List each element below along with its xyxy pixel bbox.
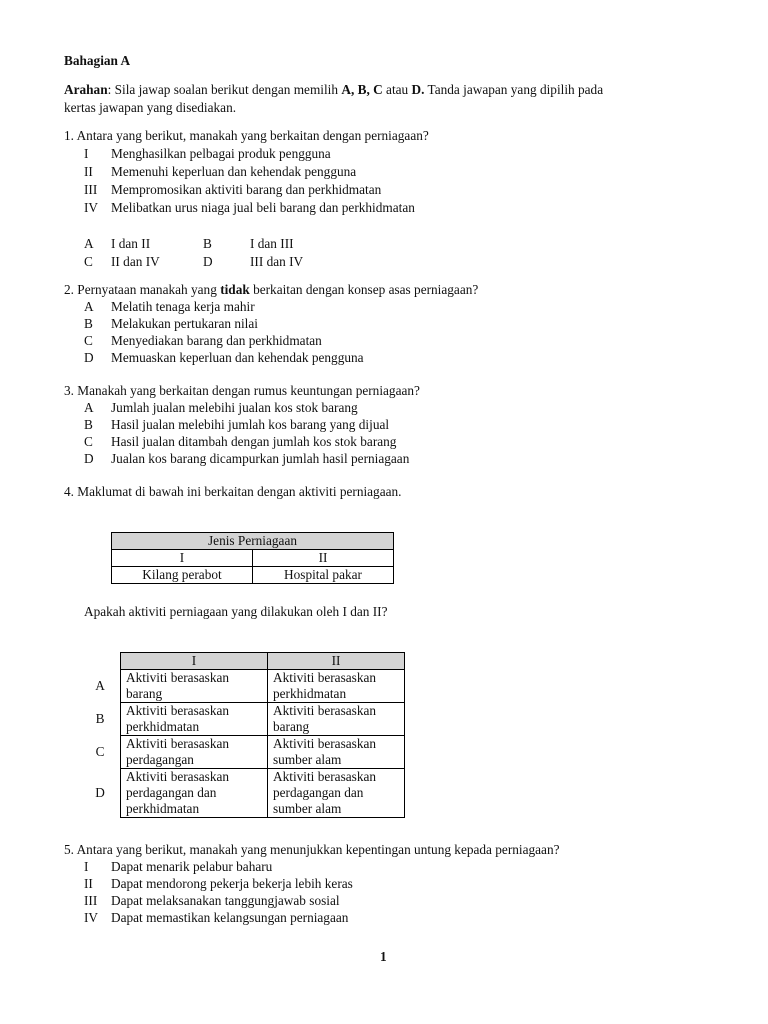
q3-option-letter: B xyxy=(84,417,93,432)
option-letter: D xyxy=(95,785,105,800)
instructions-label: Arahan xyxy=(64,82,108,97)
table-cell: Aktiviti berasaskan perdagangan xyxy=(121,736,268,769)
q2-option-text: Melatih tenaga kerja mahir xyxy=(111,299,255,314)
q2-option-text: Memuaskan keperluan dan kehendak pengguna xyxy=(111,350,364,365)
q1-item-num: IV xyxy=(84,200,99,215)
q4-question: Apakah aktiviti perniagaan yang dilakukan oleh I dan II? xyxy=(84,604,388,619)
q5-item-num: IV xyxy=(84,910,99,925)
q5-item-text: Dapat melaksanakan tanggungjawab sosial xyxy=(111,893,340,908)
table-cell: Aktiviti berasaskan perkhidmatan xyxy=(268,670,405,703)
q3-option-letter: D xyxy=(84,451,94,466)
q1-option-letter: C xyxy=(84,254,93,269)
business-type-table xyxy=(111,532,394,584)
q4-text: 4. Maklumat di bawah ini berkaitan dengan aktiviti perniagaan. xyxy=(64,484,402,499)
table-cell: Aktiviti berasaskan barang xyxy=(121,670,268,703)
q3-option-letter: A xyxy=(84,400,94,415)
page-number: 1 xyxy=(380,949,387,964)
table-cell: Aktiviti berasaskan perdagangan dan perkhidmatan xyxy=(121,769,268,818)
table-cell: Aktiviti berasaskan perkhidmatan xyxy=(121,703,268,736)
q1-item-text: Menghasilkan pelbagai produk pengguna xyxy=(111,146,331,161)
table-cell: Aktiviti berasaskan barang xyxy=(268,703,405,736)
q1-option-text: II dan IV xyxy=(111,254,160,269)
q2-option-letter: C xyxy=(84,333,93,348)
q2-option-text: Melakukan pertukaran nilai xyxy=(111,316,258,331)
q1-item-num: II xyxy=(84,164,93,179)
q1-text: 1. Antara yang berikut, manakah yang berkaitan dengan perniagaan? xyxy=(64,128,429,143)
option-letter: A xyxy=(95,678,105,693)
q1-option-text: III dan IV xyxy=(250,254,304,269)
q2-option-text: Menyediakan barang dan perkhidmatan xyxy=(111,333,322,348)
q3-text: 3. Manakah yang berkaitan dengan rumus keuntungan perniagaan? xyxy=(64,383,420,398)
q3-option-text: Hasil jualan ditambah dengan jumlah kos stok barang xyxy=(111,434,397,449)
q1-option-letter: B xyxy=(203,236,212,251)
table-cell: Kilang perabot xyxy=(112,567,253,584)
q1-item-text: Melibatkan urus niaga jual beli barang dan perkhidmatan xyxy=(111,200,415,215)
q1-item-text: Memenuhi keperluan dan kehendak pengguna xyxy=(111,164,357,179)
q1-item-num: I xyxy=(84,146,89,161)
answer-options-table xyxy=(80,652,405,818)
table-row xyxy=(80,769,405,818)
table-cell: Aktiviti berasaskan sumber alam xyxy=(268,736,405,769)
q3-option-letter: C xyxy=(84,434,93,449)
q5-item-text: Dapat memastikan kelangsungan perniagaan xyxy=(111,910,349,925)
q5-item-num: I xyxy=(84,859,89,874)
q2-option-letter: B xyxy=(84,316,93,331)
table-row xyxy=(80,736,405,769)
q1-item-text: Mempromosikan aktiviti barang dan perkhidmatan xyxy=(111,182,382,197)
q2-option-letter: A xyxy=(84,299,94,314)
q5-text: 5. Antara yang berikut, manakah yang menunjukkan kepentingan untung kepada perniagaan? xyxy=(64,842,560,857)
instructions-line2: kertas jawapan yang disediakan. xyxy=(64,100,237,115)
instructions-line1: Arahan: Sila jawap soalan berikut dengan memilih A, B, C atau D. Tanda jawapan yang dipilih pada xyxy=(64,82,604,97)
q3-option-text: Jualan kos barang dicampurkan jumlah hasil perniagaan xyxy=(111,451,410,466)
q5-item-text: Dapat menarik pelabur baharu xyxy=(111,859,273,874)
q1-item-num: III xyxy=(84,182,98,197)
q3-option-text: Hasil jualan melebihi jumlah kos barang yang dijual xyxy=(111,417,390,432)
business-type-header: Jenis Perniagaan xyxy=(112,533,394,550)
q3-option-text: Jumlah jualan melebihi jualan kos stok barang xyxy=(111,400,358,415)
q1-option-text: I dan III xyxy=(250,236,294,251)
q2-text: 2. Pernyataan manakah yang tidak berkaitan dengan konsep asas perniagaan? xyxy=(64,282,479,297)
table-cell: Aktiviti berasaskan perdagangan dan sumber alam xyxy=(268,769,405,818)
table-row xyxy=(80,703,405,736)
q5-item-num: II xyxy=(84,876,93,891)
q1-option-letter: D xyxy=(203,254,213,269)
table-col-header: I xyxy=(112,550,253,567)
option-letter: B xyxy=(95,711,105,726)
q1-option-text: I dan II xyxy=(111,236,151,251)
section-title: Bahagian A xyxy=(64,53,131,68)
option-letter: C xyxy=(95,744,105,759)
q2-option-letter: D xyxy=(84,350,94,365)
q5-item-num: III xyxy=(84,893,98,908)
table-row xyxy=(80,670,405,703)
table-col-header: I xyxy=(121,653,268,670)
q1-option-letter: A xyxy=(84,236,94,251)
table-col-header: II xyxy=(268,653,405,670)
table-col-header: II xyxy=(253,550,394,567)
table-cell: Hospital pakar xyxy=(253,567,394,584)
q5-item-text: Dapat mendorong pekerja bekerja lebih keras xyxy=(111,876,353,891)
